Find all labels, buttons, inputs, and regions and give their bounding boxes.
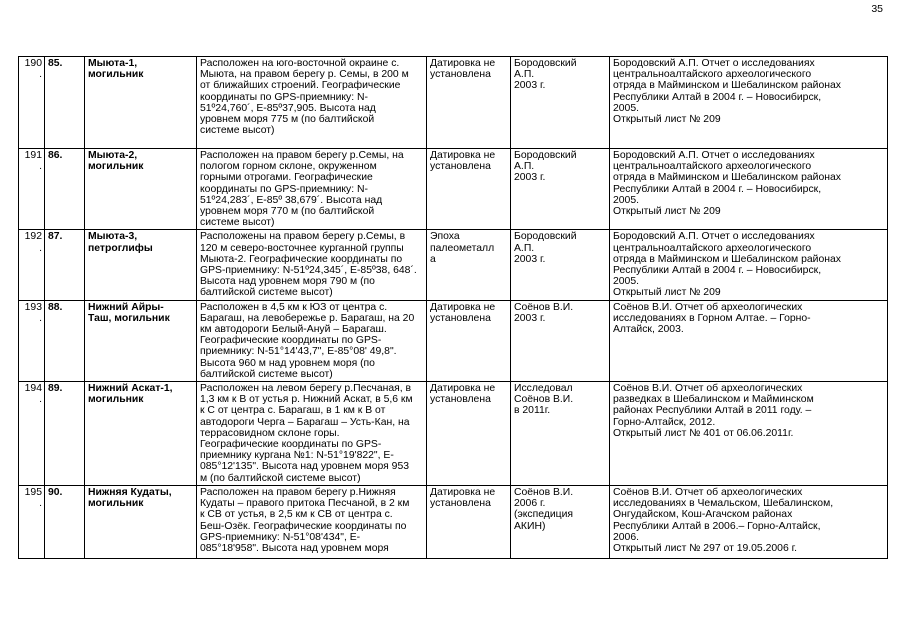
monument-name-line: Таш, могильник xyxy=(88,312,170,324)
location-description-line: Расположен на левом берегу р.Песчаная, в xyxy=(200,383,412,395)
researcher-line: Бородовский xyxy=(514,150,577,161)
row-number-cell: 191. xyxy=(19,149,45,230)
location-description-line: 085°18'958". Высота над уровнем моря xyxy=(200,543,389,555)
researcher-line: 2006 г. xyxy=(514,498,546,510)
monument-number-cell: 90. xyxy=(45,486,85,559)
location-description-line: Географические координаты по GPS- xyxy=(200,335,382,347)
location-description-line: системе высот) xyxy=(200,217,275,229)
report-source-cell xyxy=(610,149,888,230)
location-description-line: координаты по GPS-приемнику: N- xyxy=(200,183,368,195)
report-source-line: 2005. xyxy=(613,102,640,114)
location-description-line: террасовидном склоне горы. xyxy=(200,427,340,439)
dating-line: установлена xyxy=(430,394,491,406)
location-description-line: приемнику кургана №1: N-51°19'822", E- xyxy=(200,450,394,462)
location-description-line: Мыюта-2. Географические координаты по xyxy=(200,253,403,265)
dating-line: установлена xyxy=(430,312,491,324)
monument-name-line: могильник xyxy=(88,161,144,173)
researcher-line: АКИН) xyxy=(514,520,546,532)
report-source-line: центральноалтайского археологического xyxy=(613,242,812,254)
dating-line: Датировка не xyxy=(430,487,496,499)
location-description-line: уровнем моря 775 м (по балтийской xyxy=(200,114,375,126)
report-source-line: Сoёнов В.И. Отчет об археологических xyxy=(613,301,803,313)
report-source-line: центральноалтайского археологического xyxy=(613,69,812,81)
table-body xyxy=(19,57,888,559)
report-source-line: Бородовский А.П. Отчет о исследованиях xyxy=(613,150,815,161)
report-source-cell xyxy=(610,57,888,149)
page-number: 35 xyxy=(871,3,883,15)
report-source-line: Республики Алтай в 2004 г. – Новосибирск, xyxy=(613,265,822,277)
location-description-line: 51º24,283´, E-85º 38,679´. Высота над xyxy=(200,194,383,206)
report-source-line: Сoёнов В.И. Отчет об археологических xyxy=(613,383,803,395)
location-description-line: Расположен на правом берегу р.Нижняя xyxy=(200,487,396,499)
dating-line: а xyxy=(430,253,436,265)
report-source-line: Открытый лист № 209 xyxy=(613,114,721,126)
report-source-line: Сoёнов В.И. Отчет об археологических xyxy=(613,487,803,499)
table-row xyxy=(19,57,888,149)
location-description-line: пологом горном склоне, окруженном xyxy=(200,161,377,173)
report-source-cell xyxy=(610,486,888,559)
monument-name-line: петроглифы xyxy=(88,242,153,254)
report-source-line: Бородовский А.П. Отчет о исследованиях xyxy=(613,231,815,243)
researcher-line: Сoёнов В.И. xyxy=(514,394,574,406)
researcher-cell xyxy=(511,382,610,486)
report-source-cell xyxy=(610,230,888,300)
row-number-cell: 192. xyxy=(19,230,45,300)
location-description-line: Расположен на правом берегу р.Семы, на xyxy=(200,150,404,161)
researcher-line: 2003 г. xyxy=(514,172,546,184)
report-source-line: Открытый лист № 209 xyxy=(613,287,721,299)
dating-cell xyxy=(427,382,511,486)
researcher-cell xyxy=(511,230,610,300)
location-description-line: Беш-Озёк. Географические координаты по xyxy=(200,520,407,532)
location-description-cell xyxy=(197,300,427,381)
dating-line: Датировка не xyxy=(430,150,496,161)
table-row xyxy=(19,486,888,559)
researcher-line: Сoёнов В.И. xyxy=(514,301,574,313)
monument-name-line: Нижний Айры- xyxy=(88,301,164,313)
report-source-line: Открытый лист № 209 xyxy=(613,206,721,218)
researcher-line: (экспедиция xyxy=(514,509,574,521)
monument-number-cell: 85. xyxy=(45,57,85,149)
location-description-line: GPS-приемнику: N-51°08'434", E- xyxy=(200,531,361,543)
report-source-line: отряда в Майминском и Шебалинском районах xyxy=(613,80,841,92)
report-source-line: Республики Алтай в 2006.– Горно-Алтайск, xyxy=(613,520,821,532)
location-description-line: 120 м северо-восточнее курганной группы xyxy=(200,242,404,254)
location-description-line: Географические координаты по GPS- xyxy=(200,439,382,451)
location-description-line: к СВ от устья, в 2,5 км к СВ от центра с. xyxy=(200,509,393,521)
location-description-line: Барагаш, на левобережье р. Барагаш, на 20 xyxy=(200,312,415,324)
report-source-line: Алтайск, 2003. xyxy=(613,324,684,336)
location-description-line: от ближайших строений. Географические xyxy=(200,80,401,92)
report-source-line: исследованиях в Горном Алтае. – Горно- xyxy=(613,312,811,324)
researcher-line: 2003 г. xyxy=(514,80,546,92)
researcher-cell xyxy=(511,149,610,230)
monument-name-line: Мыюта-3, xyxy=(88,231,138,243)
location-description-line: горными отрогами. Географические xyxy=(200,172,373,184)
report-source-line: Республики Алтай в 2004 г. – Новосибирск, xyxy=(613,183,822,195)
monument-name-cell xyxy=(85,57,197,149)
researcher-line: А.П. xyxy=(514,69,535,81)
report-source-line: 2006. xyxy=(613,531,640,543)
monument-name-line: Нижняя Кудаты, xyxy=(88,487,172,499)
dating-cell xyxy=(427,300,511,381)
location-description-line: Высота над уровнем моря 790 м (по xyxy=(200,276,375,288)
row-number-cell: 190. xyxy=(19,57,45,149)
location-description-line: балтийской системе высот) xyxy=(200,368,333,380)
monument-name-cell xyxy=(85,486,197,559)
dating-line: Датировка не xyxy=(430,301,496,313)
dating-line: установлена xyxy=(430,161,491,173)
report-source-line: Республики Алтай в 2004 г. – Новосибирск, xyxy=(613,91,822,103)
dating-line: Датировка не xyxy=(430,58,496,69)
researcher-cell xyxy=(511,486,610,559)
monument-number-cell: 89. xyxy=(45,382,85,486)
location-description-cell xyxy=(197,230,427,300)
monument-name-cell xyxy=(85,382,197,486)
location-description-line: м (по балтийской системе высот) xyxy=(200,472,361,484)
report-source-cell xyxy=(610,300,888,381)
report-source-line: разведках в Шебалинском и Майминском xyxy=(613,394,814,406)
dating-line: установлена xyxy=(430,498,491,510)
report-source-line: Бородовский А.П. Отчет о исследованиях xyxy=(613,58,815,69)
monument-name-line: могильник xyxy=(88,498,144,510)
report-source-line: районах Республики Алтай в 2011 году. – xyxy=(613,405,812,417)
location-description-line: Расположены на правом берегу р.Семы, в xyxy=(200,231,406,243)
dating-cell xyxy=(427,486,511,559)
researcher-cell xyxy=(511,57,610,149)
monument-name-cell xyxy=(85,300,197,381)
researcher-line: 2003 г. xyxy=(514,253,546,265)
report-source-line: Открытый лист № 401 от 06.06.2011г. xyxy=(613,427,794,439)
table-row xyxy=(19,230,888,300)
monument-name-cell xyxy=(85,230,197,300)
location-description-cell xyxy=(197,382,427,486)
location-description-cell xyxy=(197,486,427,559)
report-source-line: центральноалтайского археологического xyxy=(613,161,812,173)
location-description-line: автодороги Черга – Барагаш – Усть-Кан, на xyxy=(200,416,410,428)
location-description-line: Расположен на юго-восточной окраине с. xyxy=(200,58,400,69)
dating-line: Датировка не xyxy=(430,383,496,395)
researcher-line: А.П. xyxy=(514,161,535,173)
table-row xyxy=(19,382,888,486)
monument-name-line: Мыюта-2, xyxy=(88,150,138,161)
dating-cell xyxy=(427,57,511,149)
location-description-line: Расположен в 4,5 км к ЮЗ от центра с. xyxy=(200,301,388,313)
location-description-line: балтийской системе высот) xyxy=(200,287,333,299)
monument-name-line: Мыюта-1, xyxy=(88,58,138,69)
report-source-line: 2005. xyxy=(613,194,640,206)
location-description-line: приемнику: N-51°14'43,7", E-85°08' 49,8". xyxy=(200,346,397,358)
location-description-line: координаты по GPS-приемнику: N- xyxy=(200,91,368,103)
location-description-line: 51º24,760´, E-85º37,905. Высота над xyxy=(200,102,376,114)
monument-name-cell xyxy=(85,149,197,230)
monument-number-cell: 87. xyxy=(45,230,85,300)
monument-name-line: могильник xyxy=(88,394,144,406)
location-description-line: Мыюта, на правом берегу р. Семы, в 200 м xyxy=(200,69,409,81)
dating-cell xyxy=(427,230,511,300)
location-description-line: Кудаты – правого притока Песчаной, в 2 км xyxy=(200,498,410,510)
location-description-line: системе высот) xyxy=(200,125,275,137)
report-source-line: Онгудайском, Кош-Агачском районах xyxy=(613,509,793,521)
report-source-line: исследованиях в Чемальском, Шебалинском, xyxy=(613,498,834,510)
row-number-cell: 194. xyxy=(19,382,45,486)
researcher-cell xyxy=(511,300,610,381)
location-description-line: 1,3 км к В от устья р. Нижний Аскат, в 5,6 км xyxy=(200,394,413,406)
table-row xyxy=(19,149,888,230)
dating-line: палеометалл xyxy=(430,242,495,254)
dating-line: Эпоха xyxy=(430,231,460,243)
report-source-line: отряда в Майминском и Шебалинском районах xyxy=(613,172,841,184)
researcher-line: А.П. xyxy=(514,242,535,254)
researcher-line: в 2011г. xyxy=(514,405,551,417)
monument-name-line: могильник xyxy=(88,69,144,81)
report-source-cell xyxy=(610,382,888,486)
monument-name-line: Нижний Аскат-1, xyxy=(88,383,173,395)
report-source-line: 2005. xyxy=(613,276,640,288)
table-row xyxy=(19,300,888,381)
dating-line: установлена xyxy=(430,69,491,81)
location-description-line: к С от центра с. Барагаш, в 1 км к В от xyxy=(200,405,386,417)
location-description-line: Высота 960 м над уровнем моря (по xyxy=(200,357,375,369)
monuments-table xyxy=(18,56,888,559)
researcher-line: 2003 г. xyxy=(514,312,546,324)
researcher-line: Бородовский xyxy=(514,231,577,243)
location-description-cell xyxy=(197,57,427,149)
report-source-line: отряда в Майминском и Шебалинском районах xyxy=(613,253,841,265)
row-number-cell: 195. xyxy=(19,486,45,559)
location-description-line: 085°12'135". Высота над уровнем моря 953 xyxy=(200,461,410,473)
location-description-line: уровнем моря 770 м (по балтийской xyxy=(200,206,375,218)
location-description-line: км автодороги Белый-Ануй – Барагаш. xyxy=(200,324,387,336)
monument-number-cell: 86. xyxy=(45,149,85,230)
researcher-line: Исследовал xyxy=(514,383,573,395)
row-number-cell: 193. xyxy=(19,300,45,381)
researcher-line: Бородовский xyxy=(514,58,577,69)
researcher-line: Сoёнов В.И. xyxy=(514,487,574,499)
report-source-line: Открытый лист № 297 от 19.05.2006 г. xyxy=(613,543,798,555)
location-description-cell xyxy=(197,149,427,230)
location-description-line: GPS-приемнику: N-51º24,345´, E-85º38, 648´. xyxy=(200,265,417,277)
report-source-line: Горно-Алтайск, 2012. xyxy=(613,416,716,428)
dating-cell xyxy=(427,149,511,230)
monument-number-cell: 88. xyxy=(45,300,85,381)
